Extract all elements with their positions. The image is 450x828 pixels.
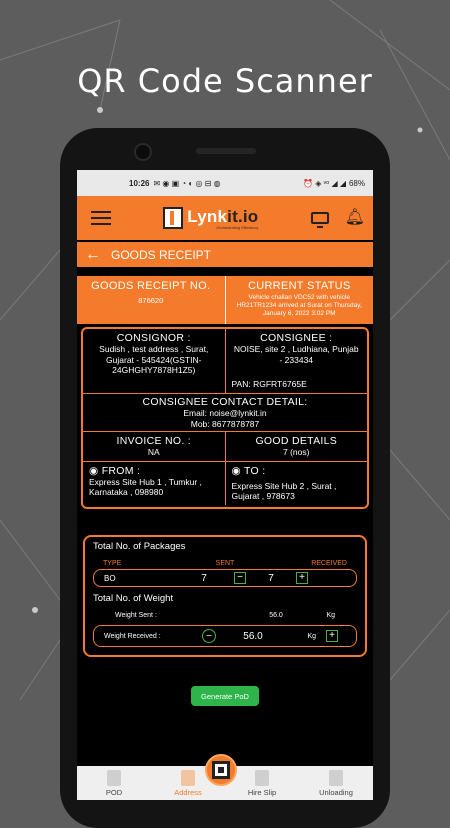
receipt-no-label: GOODS RECEIPT NO. [91,280,211,292]
status-time: 10:26 [129,178,150,188]
consignor-label: CONSIGNOR : [116,332,191,344]
invoice-value: NA [147,447,160,458]
packages-title: Total No. of Packages [93,541,186,552]
weight-received-value[interactable]: 56.0 [243,630,263,642]
goods-label: GOOD DETAILS [255,435,338,448]
menu-icon[interactable] [91,211,111,225]
invoice-label: INVOICE NO. : [116,435,191,448]
promo-title: QR Code Scanner [77,62,373,100]
col-sent: SENT [215,560,235,567]
page-title: GOODS RECEIPT [111,247,212,262]
weight-title: Total No. of Weight [93,593,174,604]
app-screen [77,170,373,800]
weight-sent-value: 56.0 [269,612,283,619]
qr-scan-button[interactable] [205,754,237,786]
location-pin-icon: ◉ [231,464,241,477]
status-bar [77,170,373,196]
weight-received-unit: Kg [307,632,316,640]
hire-slip-document-icon [255,770,269,786]
weight-sent-label: Weight Sent : [115,612,157,619]
address-document-icon [181,770,195,786]
receipt-no-value: 876620 [138,296,164,305]
received-decrement-button[interactable]: − [234,572,246,584]
contact-email: Email: noise@lynkit.in [183,407,267,418]
goods-value: 7 (nos) [283,447,310,458]
page-header [77,240,373,268]
nav-hire-slip[interactable]: Hire Slip [225,766,299,800]
contact-label: CONSIGNEE CONTACT DETAIL: [142,395,308,408]
consignee-value: NOISE, site 2 , Ludhiana, Punjab - 233434 [233,344,359,365]
weight-sent-unit: Kg [326,612,335,619]
package-received: 7 [268,572,274,584]
weight-received-label: Weight Received : [104,632,161,640]
screen-cast-icon[interactable] [311,212,329,224]
weight-increment-button[interactable]: + [326,630,338,642]
contact-mobile: Mob: 8677878787 [190,418,260,429]
from-label: FROM : [101,464,141,477]
current-status-label: CURRENT STATUS [247,280,351,292]
package-row [93,569,357,587]
notification-bell-icon[interactable]: 🔔︎ [344,209,365,226]
pod-document-icon [107,770,121,786]
nav-pod[interactable]: POD [77,766,151,800]
col-received: RECEIVED [311,560,347,567]
logo-mark-icon [163,207,183,229]
battery-level: 68% [348,178,365,188]
to-value: Express Site Hub 2 , Surat , Gujarat , 978673 [231,480,337,502]
earpiece-speaker [196,148,256,154]
front-camera [134,143,152,161]
qr-code-icon [212,761,230,779]
system-icons-glyphs: ⏰ ◈ ᵛᵒ ◢ ◢ [303,178,346,188]
to-label: TO : [244,464,266,477]
consignee-label: CONSIGNEE : [260,332,333,344]
pan-value: PAN: RGFRT6765E [231,379,307,390]
receipt-status-panel [77,276,373,324]
brand-name: Lynkit.io [187,206,259,226]
nav-unloading[interactable]: Unloading [299,766,373,800]
location-pin-icon: ◉ [89,464,99,477]
current-status-value: Vehicle challan VDC52 with vehicle HR21TR1234 arrived at Surat on Thursday, January 6, 2022 3:02 PM [236,294,362,317]
from-value: Express Site Hub 1 , Tumkur , Karnataka , 098980 [89,476,202,498]
weight-decrement-button[interactable]: − [202,629,216,643]
back-arrow-icon[interactable]: ← [85,245,101,263]
consignor-value: Sudish , test address , Surat, Gujarat - 545424(GSTIN-24GHGHY7878H1Z5) [99,344,209,376]
weight-sent-row [93,612,357,619]
notification-icons-glyphs: ✉ ◉ ▣ ◔ ◐ ◎ ⊟ ◍ [153,178,221,188]
col-type: TYPE [103,560,122,567]
app-bar [77,196,373,240]
package-type: BO [104,573,116,583]
notification-icons [153,179,299,188]
brand-tagline: Orchestrating Efficiency [216,224,259,230]
package-sent: 7 [201,572,207,584]
weight-received-row [93,625,357,647]
app-logo [163,207,258,230]
received-increment-button[interactable]: + [296,572,308,584]
packages-table-header [93,560,357,567]
packages-card [83,535,367,657]
unloading-document-icon [329,770,343,786]
generate-pod-button[interactable]: Generate PoD [191,686,259,706]
nav-address[interactable]: Address [151,766,225,800]
consignment-card [81,327,369,509]
system-icons [303,179,365,188]
